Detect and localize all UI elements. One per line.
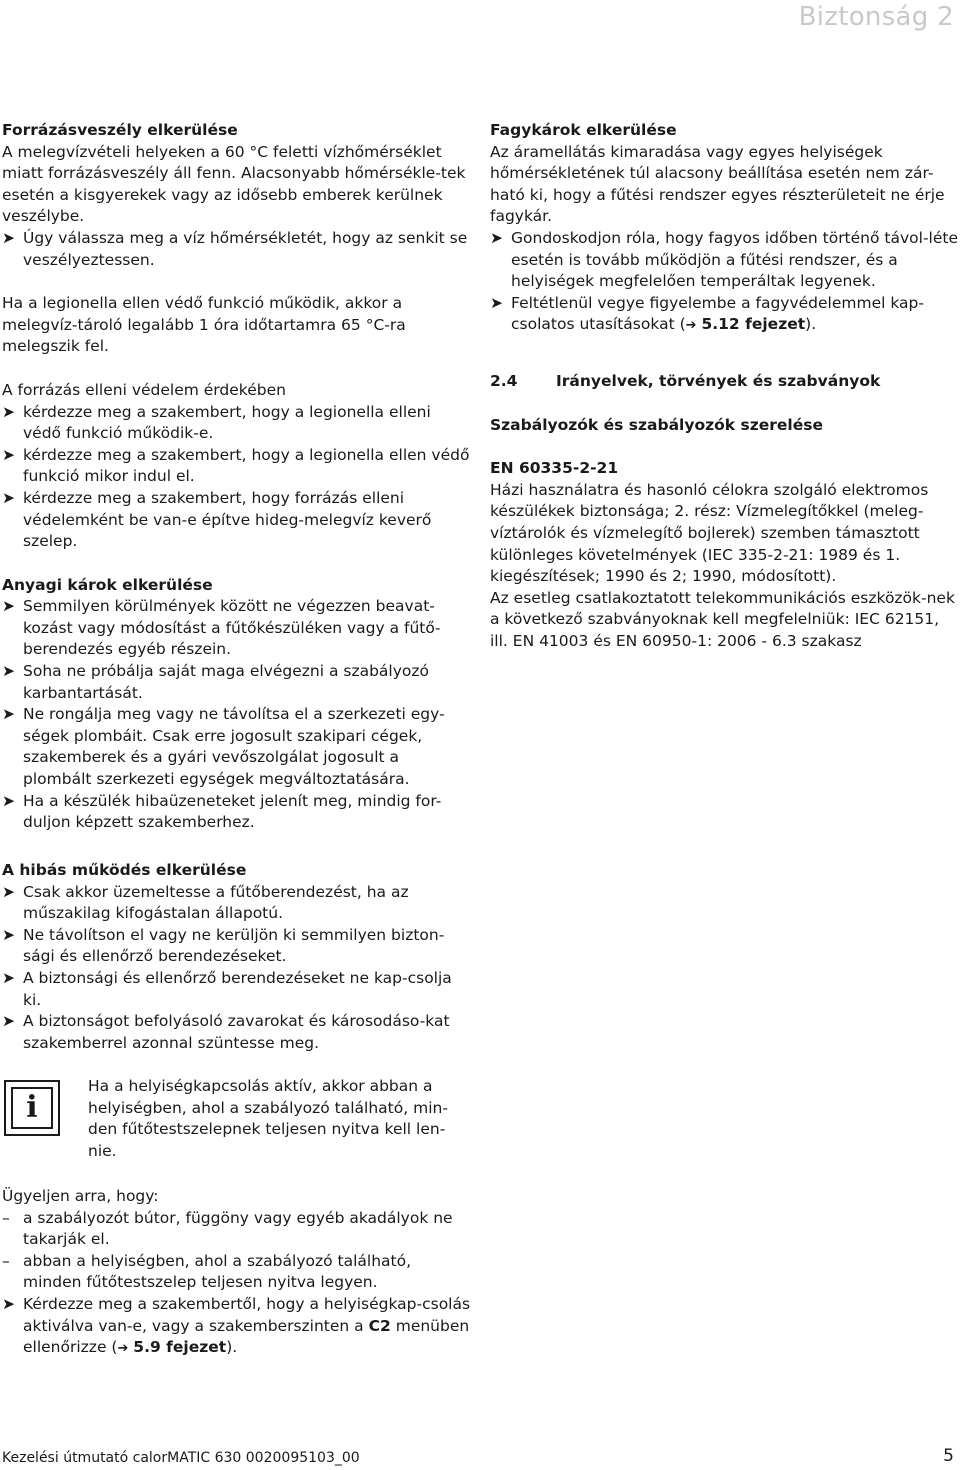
left-column xyxy=(2,120,472,834)
arrow-bullet-icon: ➤ xyxy=(490,293,503,312)
footer-document-id: Kezelési útmutató calorMATIC 630 0020095103_00 xyxy=(2,1450,360,1466)
bullet-item xyxy=(2,968,472,1011)
bullet-text: kérdezze meg a szakembert, hogy a legionella elleni védő funkció működik-e. xyxy=(23,402,431,443)
paragraph: A melegvízvételi helyeken a 60 °C feletti vízhőmérséklet miatt forrázásveszély áll fenn. Alacsonyabb hőmérsékle-tek esetén a kisgyerekek vagy az idősebb emberek kerülnek veszélybe. xyxy=(2,142,466,226)
bullet-item xyxy=(2,1294,472,1360)
bullet-item xyxy=(2,402,472,445)
bullet-text: Ne távolítson el vagy ne kerüljön ki semmilyen bizton-sági és ellenőrző berendezéseket. xyxy=(23,925,445,966)
bullet-item xyxy=(2,1011,472,1054)
arrow-bullet-icon: ➤ xyxy=(2,445,15,464)
arrow-bullet-icon: ➤ xyxy=(2,1294,15,1313)
bullet-item xyxy=(2,791,472,834)
bullet-text: Ne rongálja meg vagy ne távolítsa el a szerkezeti egy-ségek plombáit. Csak erre jogosult szakipari cégek, szakemberek és a gyári vevőszolgálat jogosult a plombált szerkezeti egységek megváltoztatására. xyxy=(23,705,445,789)
subsection-title: Szabályozók és szabályozók szerelése xyxy=(490,415,823,434)
bullet-item xyxy=(2,596,472,661)
arrow-bullet-icon: ➤ xyxy=(2,488,15,507)
bullet-item xyxy=(2,661,472,704)
section-title: Irányelvek, törvények és szabványok xyxy=(556,371,881,390)
section-heading-standards xyxy=(490,371,960,393)
bullet-text: Feltétlenül vegye figyelembe a fagyvédelemmel kap-csolatos utasításokat (➔ 5.12 fejezet). xyxy=(511,294,924,334)
arrow-bullet-icon: ➤ xyxy=(2,1012,15,1031)
bullet-text: Csak akkor üzemeltesse a fűtőberendezést, ha az műszakilag kifogástalan állapotú. xyxy=(23,882,409,923)
section-title-material-damage: Anyagi károk elkerülése xyxy=(2,575,213,594)
bullet-text: kérdezze meg a szakembert, hogy a legionella ellen védő funkció mikor indul el. xyxy=(23,445,470,486)
paragraph: Az esetleg csatlakoztatott telekommunikációs eszközök-nek a következő szabványoknak kell megfelelniük: IEC 62151, ill. EN 41003 és EN 60950-1: 2006 - 6.3 szakasz xyxy=(490,588,955,650)
bullet-text: Semmilyen körülmények között ne végezzen beavat-kozást vagy módosítást a fűtőkészüléken vagy a fűtő-berendezés egyéb részein. xyxy=(23,597,441,659)
bullet-text: Soha ne próbálja saját maga elvégezni a szabályozó karbantartását. xyxy=(23,662,430,702)
chapter-reference: 5.9 fejezet xyxy=(133,1338,227,1357)
info-icon: i xyxy=(4,1080,60,1136)
bullet-text: Ha a készülék hibaüzeneteket jelenít meg, mindig for-duljon képzett szakemberhez. xyxy=(23,791,442,832)
bullet-text: abban a helyiségben, ahol a szabályozó található, minden fűtőtestszelep teljesen nyitva legyen. xyxy=(23,1251,412,1292)
bullet-item xyxy=(2,445,472,488)
arrow-bullet-icon: ➤ xyxy=(2,882,15,901)
bullet-text: Kérdezze meg a szakembertől, hogy a helyiségkap-csolás aktiválva van-e, vagy a szakemberszinten a C2 menüben ellenőrizze (➔ 5.9 fejezet). xyxy=(23,1295,470,1356)
arrow-bullet-icon: ➤ xyxy=(2,968,15,987)
arrow-bullet-icon: ➤ xyxy=(2,402,15,421)
arrow-bullet-icon: ➤ xyxy=(2,662,15,681)
paragraph: Az áramellátás kimaradása vagy egyes helyiségek hőmérsékletének túl alacsony beállítása esetén nem zár-ható ki, hogy a fűtési rendszer egyes részterületeit ne érje fagykár. xyxy=(490,142,945,226)
bullet-item xyxy=(2,488,472,553)
section-title-frost: Fagykárok elkerülése xyxy=(490,121,677,139)
arrow-bullet-icon: ➤ xyxy=(2,705,15,724)
chapter-reference: 5.12 fejezet xyxy=(701,315,806,334)
section-number: 2.4 xyxy=(490,371,518,390)
note-section xyxy=(2,1186,472,1360)
arrow-bullet-icon: ➤ xyxy=(490,228,503,247)
bullet-text: A biztonsági és ellenőrző berendezéseket ne kap-csolja ki. xyxy=(23,968,452,1009)
reference-arrow-icon: ➔ xyxy=(685,318,697,334)
menu-code: C2 xyxy=(368,1316,391,1335)
bullet-item xyxy=(2,704,472,790)
reference-arrow-icon: ➔ xyxy=(117,1341,129,1357)
section-title-malfunction: A hibás működés elkerülése xyxy=(2,861,247,879)
paragraph: Házi használatra és hasonló célokra szolgáló elektromos készülékek biztonsága; 2. rész: Vízmelegítőkkel (meleg-víztárolók és vízmelegítő bojlerek) szemben támasztott különleges követelmények (IEC 335-2-21: 1989 és 1. kiegészítések; 1990 és 2; 1990, módosított). xyxy=(490,480,929,586)
arrow-bullet-icon: ➤ xyxy=(2,597,15,616)
bullet-text: A biztonságot befolyásoló zavarokat és károsodáso-kat szakemberrel azonnal szüntesse meg. xyxy=(23,1012,450,1052)
section-title-scald: Forrázásveszély elkerülése xyxy=(2,121,238,139)
arrow-bullet-icon: ➤ xyxy=(2,791,15,810)
right-column xyxy=(490,120,960,652)
bullet-item xyxy=(490,293,960,337)
page-header-title: Biztonság 2 xyxy=(798,2,954,32)
dash-bullet-icon: – xyxy=(2,1251,10,1270)
standard-code: EN 60335-2-21 xyxy=(490,459,619,478)
info-text: Ha a helyiségkapcsolás aktív, akkor abban a helyiségben, ahol a szabályozó található, min-den fűtőtestszelepnek teljesen nyitva kell len-nie. xyxy=(88,1077,448,1160)
malfunction-section xyxy=(2,860,472,1054)
paragraph: A forrázás elleni védelem érdekében xyxy=(2,380,286,399)
bullet-item xyxy=(2,882,472,925)
paragraph: Ügyeljen arra, hogy: xyxy=(2,1187,159,1205)
dash-item xyxy=(2,1251,472,1294)
bullet-item xyxy=(2,925,472,968)
arrow-bullet-icon: ➤ xyxy=(2,228,15,247)
dash-bullet-icon: – xyxy=(2,1208,10,1227)
bullet-item xyxy=(490,228,960,293)
page-number: 5 xyxy=(943,1446,954,1466)
dash-item xyxy=(2,1208,472,1251)
bullet-text: kérdezze meg a szakembert, hogy forrázás elleni védelemként be van-e építve hideg-melegvíz keverő szelep. xyxy=(23,488,432,551)
bullet-text: Úgy válassza meg a víz hőmérsékletét, hogy az senkit se veszélyeztessen. xyxy=(23,228,468,269)
arrow-bullet-icon: ➤ xyxy=(2,925,15,944)
bullet-text: Gondoskodjon róla, hogy fagyos időben történő távol-léte esetén is tovább működjön a fűtési rendszer, és a helyiségek megfelelően temperáltak legyenek. xyxy=(511,228,958,291)
bullet-text: a szabályozót bútor, függöny vagy egyéb akadályok ne takarják el. xyxy=(23,1208,453,1249)
bullet-item xyxy=(2,228,472,271)
info-note xyxy=(2,1076,472,1166)
paragraph: Ha a legionella ellen védő funkció működik, akkor a melegvíz-tároló legalább 1 óra időtartamra 65 °C-ra melegszik fel. xyxy=(2,294,406,356)
